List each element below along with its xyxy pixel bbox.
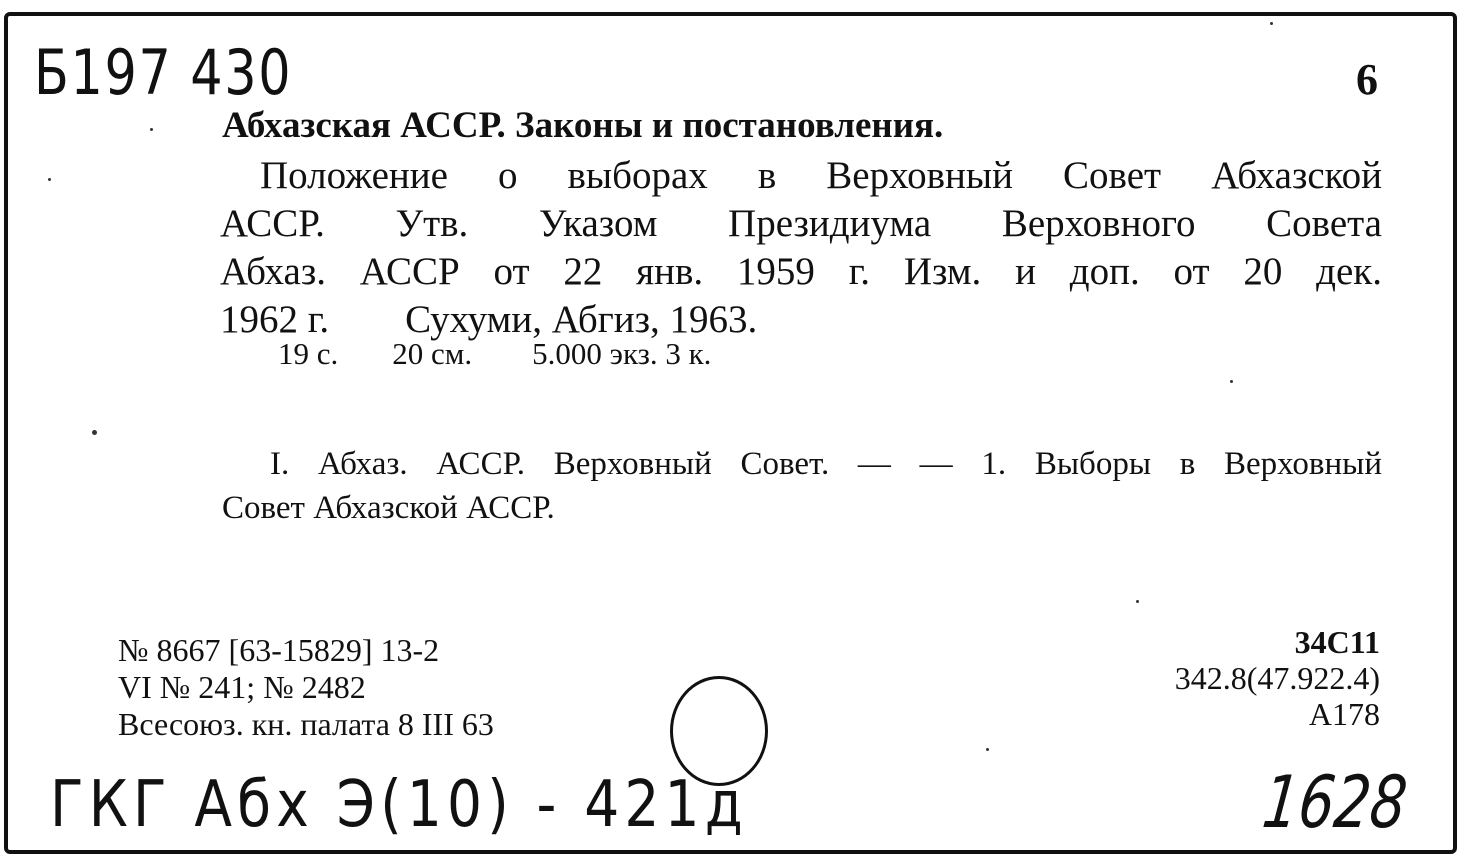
description-line: Абхаз. АССР от 22 янв. 1959 г. Изм. и доп. от 20 дек. <box>220 250 1382 293</box>
registration-line: VI № 241; № 2482 <box>118 669 366 705</box>
card-number: 6 <box>1356 55 1378 104</box>
registration-line: Всесоюз. кн. палата 8 III 63 <box>118 706 494 742</box>
collation-size: 20 см. <box>392 336 473 371</box>
description-line: Положение о выборах в Верховный Совет Абхазской <box>260 154 1382 197</box>
collation-pages: 19 с. <box>278 336 339 371</box>
description-imprint: Сухуми, Абгиз, 1963. <box>405 298 758 341</box>
bbk-index: 34С11 <box>1294 624 1380 660</box>
card-heading: Абхазская АССР. Законы и постановления. <box>222 105 944 146</box>
handwritten-call-number: ГКГ Абх Э(10) - 421д <box>50 768 748 842</box>
tracing-line: Совет Абхазской АССР. <box>222 490 555 526</box>
speck <box>48 178 51 181</box>
collation <box>278 336 711 372</box>
registration-block <box>118 632 494 743</box>
bibliographic-description <box>220 152 1382 344</box>
handwritten-shelf-mark: Б197 430 <box>34 36 293 109</box>
speck <box>1136 600 1139 603</box>
speck <box>150 128 153 131</box>
registration-line: № 8667 [63-15829] 13-2 <box>118 632 440 668</box>
tracing-line: I. Абхаз. АССР. Верховный Совет. — — 1. Выборы в Верховный <box>270 446 1382 482</box>
speck <box>92 430 97 435</box>
speck <box>1230 380 1233 383</box>
collation-copies-price: 5.000 экз. 3 к. <box>532 336 712 371</box>
udc-index: 342.8(47.922.4) <box>1174 660 1380 696</box>
classification-block <box>1175 624 1380 732</box>
speck <box>986 748 989 751</box>
description-year: 1962 г. <box>220 298 330 341</box>
description-line: АССР. Утв. Указом Президиума Верховного Совета <box>220 202 1382 245</box>
speck <box>1270 22 1273 25</box>
tracings <box>222 442 1382 530</box>
author-mark: А178 <box>1308 696 1380 732</box>
handwritten-inventory-number: 1628 <box>1258 760 1411 844</box>
